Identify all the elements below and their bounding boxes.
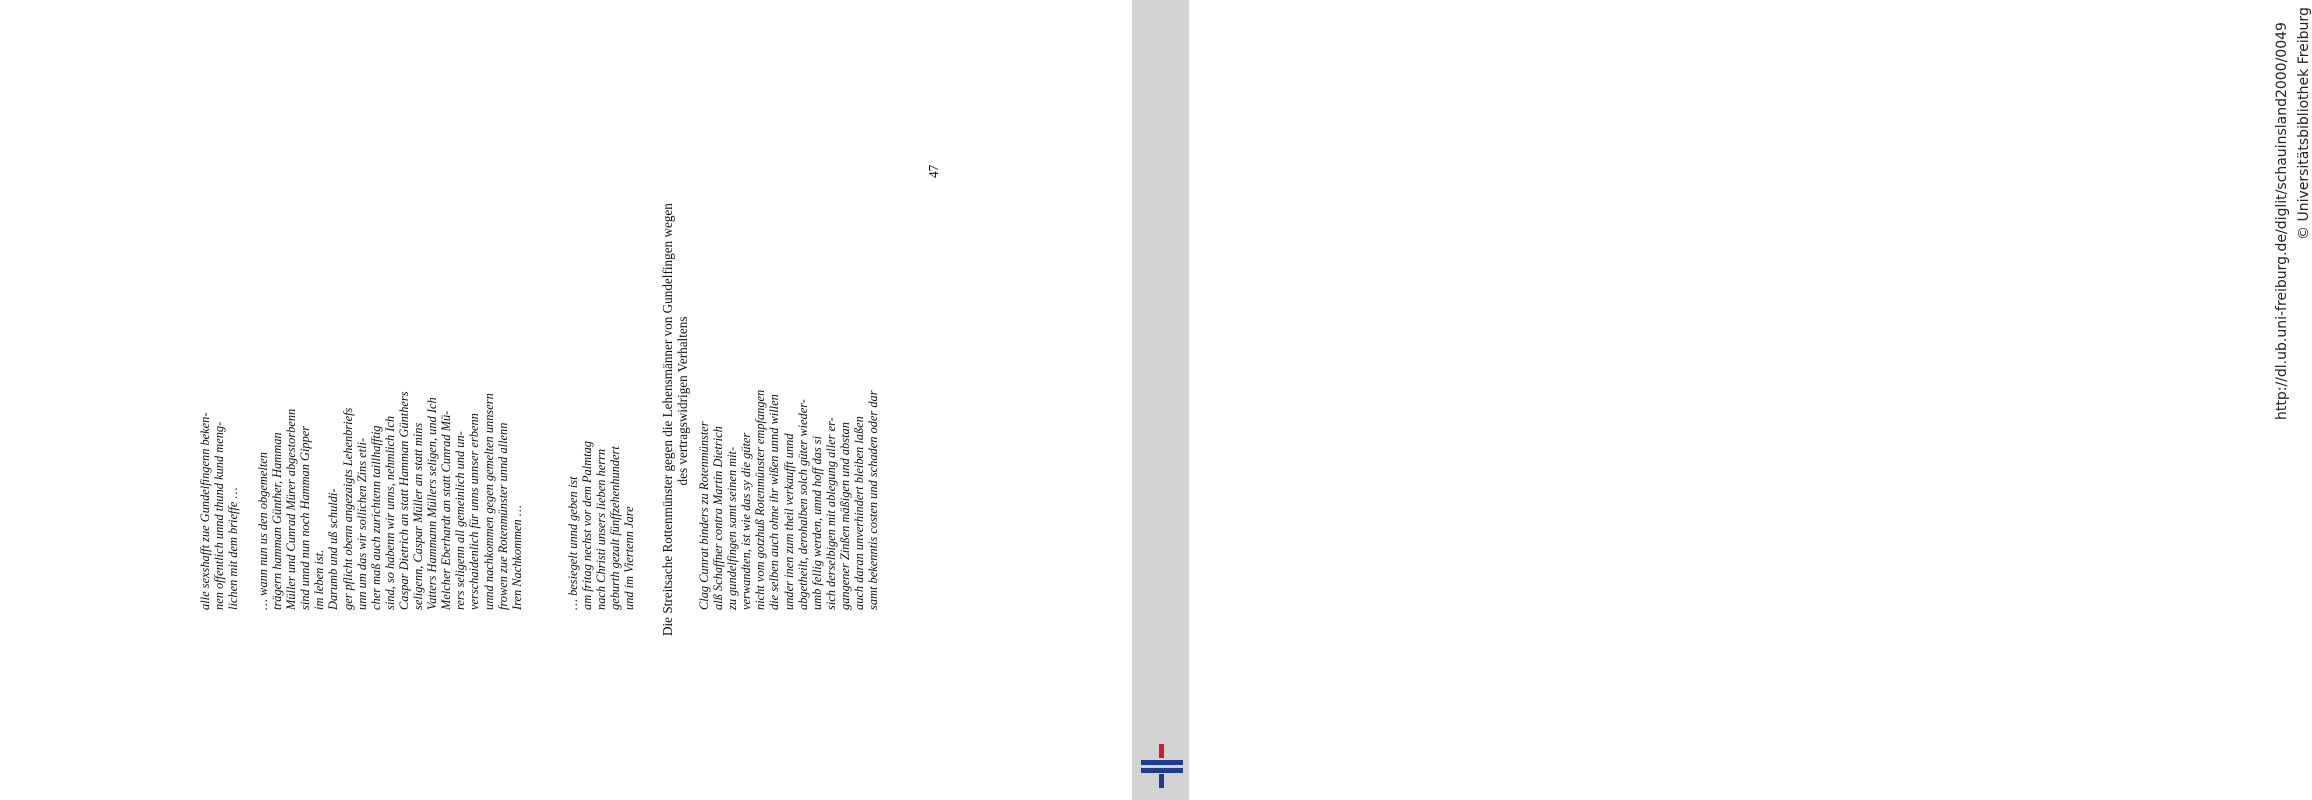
source-url-link[interactable]: http://dl.ub.uni-freiburg.de/diglit/schauinsland2000/0049 [2274, 22, 2290, 420]
copyright-text: © Universitätsbibliothek Freiburg [2296, 7, 2312, 240]
text-line: auch daran unverhindert bleiben laßen [852, 416, 867, 610]
text-line: unnd nachkommen gegen gemelten unnsern [481, 393, 496, 610]
text-line: … besiegelt unnd geben ist [566, 476, 580, 610]
text-line: Müller und Cunrad Mürer abgestorbenn [284, 408, 299, 610]
text-line: verschaidenlich für unns unnser erbenn [467, 413, 482, 610]
text-line: und im Viertenn Jare [622, 506, 637, 610]
text-line: umb fellig werden, unnd hoff das si [809, 435, 824, 610]
text-block-3 [566, 441, 636, 610]
text-line: ger pflicht obenn angezaigts Lehenbriefs [340, 407, 355, 610]
text-line: alß Schaffner contra Martin Dietrich [711, 426, 726, 610]
text-line: am fritag nechst vor dem Palmtag [580, 441, 595, 610]
text-block-2 [256, 391, 524, 610]
heading-line: Die Streitsache Rottenmünster gegen die Lehensmänner von Gundelfingen wegen [660, 203, 675, 636]
text-line: die selben auch ohne ihr wißen unnd willen [767, 394, 782, 610]
text-line: zu gundelfingen samt seinen mit- [725, 446, 740, 610]
text-line: cher maß auch zurichtenn taillhafftig [368, 425, 383, 610]
text-line: alle sexshafft zue Gundelfingenn beken- [198, 412, 212, 610]
section-heading [660, 166, 690, 636]
text-block-1 [198, 412, 240, 610]
ub-freiburg-logo-icon [1141, 744, 1185, 790]
text-line: sind unnd nun noch Hamman Gipper [298, 425, 313, 610]
text-line: Iren Nachkommen … [509, 505, 524, 610]
text-line: nicht vom gotzhuß Rotenmünster empfangen [753, 389, 768, 610]
text-line: seligenn, Caspar Müller an statt mins [411, 422, 426, 610]
text-line: sich derselbigen mit ablegung aller er- [823, 417, 838, 610]
page-number: 47 [926, 164, 941, 178]
document-page [0, 0, 1132, 800]
text-line: lichen mit dem brieffe … [226, 487, 241, 610]
text-line: geburth gezalt fünffzehenhundert [608, 446, 623, 610]
text-line: abgetheilt, derohalben solch güter wieder- [795, 399, 810, 610]
text-line: samt bekenntis costen und schaden oder dar [866, 390, 881, 610]
text-line: frowen zue Rotenmünster unnd allenn [495, 422, 510, 610]
text-line: sind, so habenn wir unns, nehmlich Ich [382, 415, 397, 610]
text-line: Darumb und uß schuldi- [326, 488, 341, 610]
text-line: Clag Cunrat binders zu Rotenmünster [697, 421, 711, 610]
text-line: gangener Zinßen mäßigen und abstan [837, 422, 852, 610]
text-line: under inen zum theil verkaufft unnd [781, 433, 796, 610]
text-line: rers seligenn all gemeinlich und un- [453, 431, 468, 610]
text-block-4 [697, 390, 880, 610]
text-line: nen offentlich unnd thund kund meng- [212, 421, 227, 610]
text-line: verwandten, ist wie das sy die güter [739, 432, 754, 610]
text-line: Vatters Hammann Müllers seligen, und Ich [425, 397, 440, 610]
text-line: unn um das wir sollichen Zins etli- [354, 437, 369, 610]
text-line: im leben ist. [312, 549, 327, 610]
text-line: Caspar Dietrich an statt Hamman Günthers [396, 391, 411, 610]
heading-line: des vertragswidrigen Verhaltens [675, 316, 691, 486]
text-line: Melcher Eberhardt an statt Cunrad Mü- [439, 410, 454, 610]
text-line: … wann nun us den obgemelten [256, 452, 270, 610]
text-line: nach Christi unsers lieben herrn [594, 448, 609, 610]
text-line: trägern hamman Günther, Hamman [270, 432, 285, 610]
